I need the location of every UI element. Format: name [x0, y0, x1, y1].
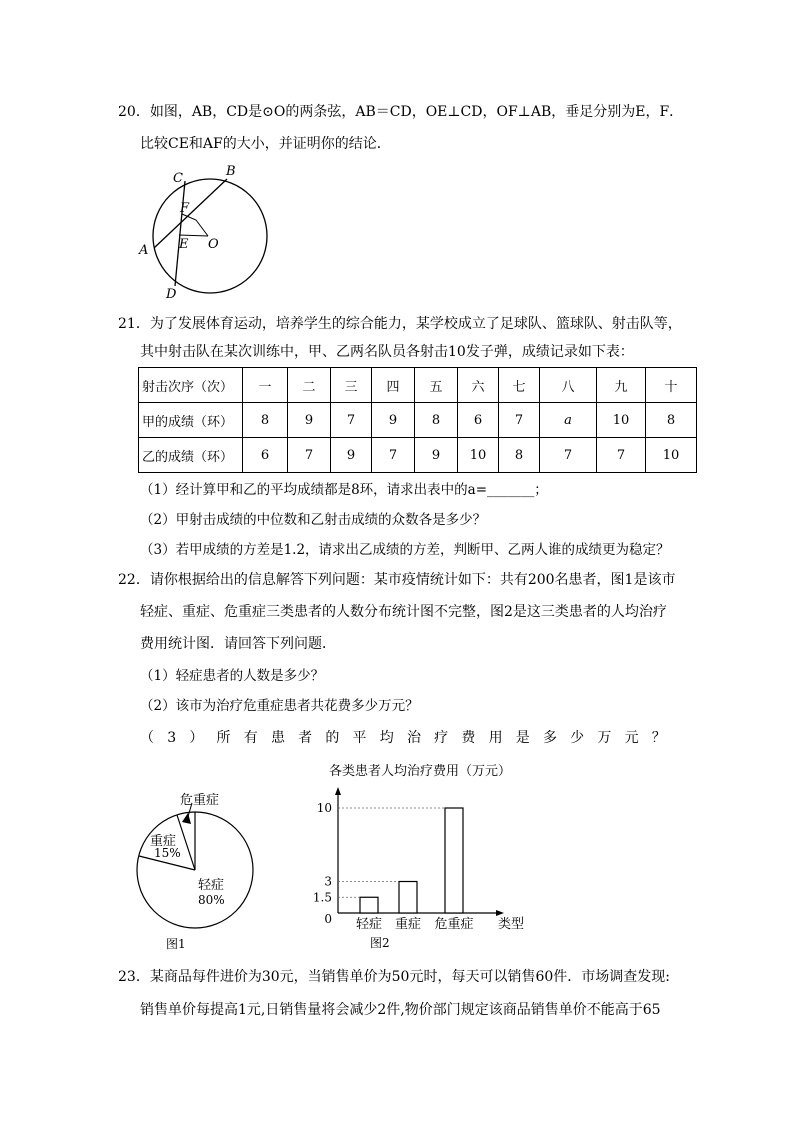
q22-sub2: （2）该市为治疗危重症患者共花费多少万元？: [140, 698, 419, 714]
y-axis-arrow: [335, 787, 341, 795]
table-header-row: [139, 368, 697, 403]
table-cell: 7: [331, 403, 372, 438]
circle-diagram: [130, 160, 280, 300]
pie-label-critical: 危重症: [180, 793, 220, 808]
pie-value-severe: 15%: [154, 846, 181, 860]
table-header: 三: [331, 368, 372, 403]
label-d: D: [166, 287, 177, 300]
bar-chart-title: 各类患者人均治疗费用（万元）: [328, 764, 512, 779]
q22-line2: 轻症、重症、危重症三类患者的人数分布统计图不完整，图2是这三类患者的人均治疗: [140, 604, 667, 620]
table-cell: 10: [458, 438, 499, 473]
table-cell: 10: [597, 403, 646, 438]
pie-label-mild: 轻症: [198, 878, 225, 893]
table-cell: 10: [646, 438, 697, 473]
table-cell: 7: [372, 438, 415, 473]
q21-sub1: （1）经计算甲和乙的平均成绩都是8环，请求出表中的a=_______；: [140, 482, 548, 498]
q22-sub3-char: ？: [651, 730, 666, 746]
pie-divider-2: [177, 815, 195, 870]
q22-sub3-char: 是: [515, 730, 530, 746]
y-tick-label: 1.5: [312, 890, 332, 905]
x-axis-arrow: [496, 910, 504, 916]
q22-sub3-char: 元: [624, 730, 639, 746]
q23-line1: 23．某商品每件进价为30元，当销售单价为50元时，每天可以销售60件．市场调查发现:: [118, 969, 670, 985]
table-cell: 7: [288, 438, 331, 473]
table-cell: 9: [288, 403, 331, 438]
table-cell: 8: [415, 403, 458, 438]
q22-sub1: （1）轻症患者的人数是多少？: [140, 668, 325, 684]
x-tick-label: 重症: [394, 917, 422, 932]
q20-line1: 20．如图，AB，CD是⊙O的两条弦，AB＝CD，OE⊥CD，OF⊥AB，垂足分别为E，F．: [118, 104, 684, 120]
table-header: 九: [597, 368, 646, 403]
table-cell: 9: [372, 403, 415, 438]
circle-o: [153, 179, 267, 293]
y-tick-label: 3: [324, 874, 332, 889]
table-cell: 乙的成绩（环）: [139, 438, 243, 473]
q22-sub3-char: 所: [216, 730, 231, 746]
q21-sub3: （3）若甲成绩的方差是1.2，请求出乙成绩的方差，判断甲、乙两人谁的成绩更为稳定？: [140, 542, 670, 558]
table-cell: 9: [331, 438, 372, 473]
table-row: [139, 438, 697, 473]
table-cell: a: [540, 403, 597, 438]
q22-line1: 22．请你根据给出的信息解答下列问题：某市疫情统计如下：共有200名患者，图1是该市: [118, 572, 676, 588]
table-cell: 6: [243, 438, 288, 473]
q22-sub3-char: 平: [352, 730, 367, 746]
table-cell: 7: [499, 403, 540, 438]
table-header: 七: [499, 368, 540, 403]
table-row: [139, 403, 697, 438]
q21-line1: 21．为了发展体育运动，培养学生的综合能力，某学校成立了足球队、篮球队、射击队等，: [118, 316, 682, 332]
table-header: 射击次序（次）: [139, 368, 243, 403]
table-header: 一: [243, 368, 288, 403]
q22-sub3-char: 少: [570, 730, 585, 746]
q22-sub3-char: 用: [488, 730, 503, 746]
table-cell: 7: [540, 438, 597, 473]
q22-sub3-char: 治: [406, 730, 421, 746]
label-f: F: [180, 201, 190, 216]
perpendicular-oe: [179, 235, 208, 236]
table-cell: 8: [646, 403, 697, 438]
table-header: 八: [540, 368, 597, 403]
q22-sub3-char: 3: [167, 730, 177, 746]
bar-重症: [399, 882, 417, 914]
table-header: 六: [458, 368, 499, 403]
label-c: C: [173, 171, 183, 186]
q22-sub3-char: （: [140, 730, 154, 746]
q22-sub3-char: 疗: [434, 730, 449, 746]
q22-sub3-char: 均: [379, 730, 394, 746]
chord-cd: [175, 181, 185, 286]
bar-危重症: [445, 808, 463, 913]
q20-line2: 比较CE和AF的大小，并证明你的结论．: [140, 136, 391, 152]
q22-sub3-char: 有: [243, 730, 258, 746]
table-cell: 8: [499, 438, 540, 473]
label-b: B: [226, 164, 236, 179]
q22-sub3: [140, 728, 666, 748]
q22-sub3-char: 多: [542, 730, 557, 746]
y-tick-label: 0: [324, 912, 332, 926]
pie-label-severe: 重症: [150, 834, 177, 849]
bar-轻症: [360, 897, 378, 913]
q22-line3: 费用统计图．请回答下列问题．: [140, 636, 336, 652]
pie-caption: 图1: [166, 937, 186, 951]
bar-chart: [290, 755, 550, 955]
table-header: 十: [646, 368, 697, 403]
label-a: A: [139, 243, 149, 258]
score-table: [138, 367, 697, 473]
q22-sub3-char: 费: [461, 730, 476, 746]
bar-chart-caption: 图2: [370, 936, 390, 950]
pie-value-mild: 80%: [198, 893, 225, 907]
q23-line2: 销售单价每提高1元,日销售量将会减少2件,物价部门规定该商品销售单价不能高于65: [140, 1002, 661, 1018]
label-o: O: [208, 237, 219, 252]
x-tick-label: 轻症: [355, 917, 383, 932]
x-axis-label: 类型: [498, 917, 525, 932]
table-cell: 8: [243, 403, 288, 438]
q22-sub3-char: 万: [597, 730, 612, 746]
table-header: 二: [288, 368, 331, 403]
table-cell: 7: [597, 438, 646, 473]
table-cell: 9: [415, 438, 458, 473]
table-cell: 甲的成绩（环）: [139, 403, 243, 438]
q21-line2: 其中射击队在某次训练中，甲、乙两名队员各射击10发子弹，成绩记录如下表：: [140, 344, 634, 360]
x-tick-label: 危重症: [434, 917, 474, 932]
table-header: 五: [415, 368, 458, 403]
y-tick-label: 10: [316, 801, 332, 815]
bar-layer: [313, 801, 474, 932]
q22-sub3-char: 的: [325, 730, 340, 746]
q22-sub3-char: 患: [270, 730, 285, 746]
q22-sub3-char: 者: [298, 730, 313, 746]
pie-pointer-arrow: [182, 813, 191, 824]
q22-sub3-char: ）: [189, 730, 204, 746]
label-e: E: [179, 237, 189, 252]
q21-sub2: （2）甲射击成绩的中位数和乙射击成绩的众数各是多少？: [140, 512, 487, 528]
table-header: 四: [372, 368, 415, 403]
pie-chart: [130, 780, 270, 955]
table-cell: 6: [458, 403, 499, 438]
